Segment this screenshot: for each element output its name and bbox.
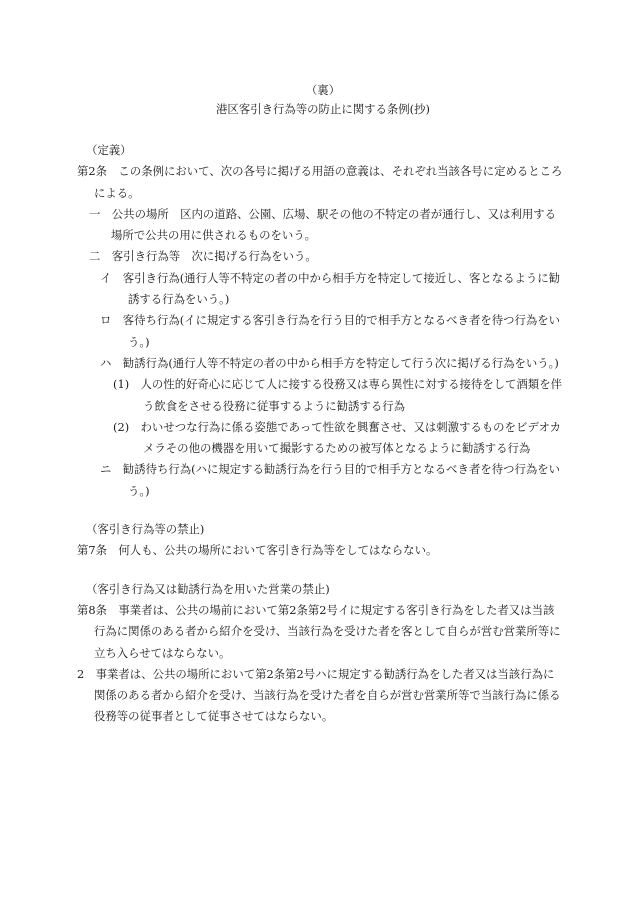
article-7: 第7条 何人も、公共の場所において客引き行為等をしてはならない。: [77, 543, 438, 558]
subitem-i-touting: イ 客引き行為(通行人等不特定の者の中から相手方を特定して接近し、客となるように勧誘する行為をいう。): [100, 270, 561, 307]
item-2-solicitation: 二 客引き行為等 次に掲げる行為をいう。: [89, 249, 317, 264]
spacer: [77, 562, 563, 579]
subitem-ha-2: (2) わいせつな行為に係る姿態であって性欲を興奮させ、又は刺激するものをビデオカメラその他の機器を用いて撮影するための被写体となるように勧誘する行為: [113, 419, 561, 456]
caption-business-prohibition: （客引き行為又は勧誘行為を用いた営業の禁止): [86, 581, 330, 596]
subitem-ha-recruiting: ハ 勧誘行為(通行人等不特定の者の中から相手方を特定して行う次に掲げる行為をいう。): [100, 355, 559, 370]
subitem-ni-recruit-waiting: ニ 勧誘待ち行為(ハに規定する勧誘行為を行う目的で相手方となるべき者を待つ行為をいう。): [100, 462, 561, 498]
section-business-prohibition: [77, 579, 563, 728]
article-2: 第2条 この条例において、次の各号に掲げる用語の意義は、それぞれ当該各号に定めるところによる。: [77, 164, 563, 200]
caption-definitions: （定義）: [86, 143, 132, 157]
section-prohibition: [77, 519, 563, 562]
subitem-ro-waiting: ロ 客待ち行為(イに規定する客引き行為を行う目的で相手方となるべき者を待つ行為をいう。): [100, 313, 561, 349]
subitem-ha-1: (1) 人の性的好奇心に応じて人に接する役務又は専ら異性に対する接待をして酒類を伴う飲食をさせる役務に従事するように勧誘する行為: [113, 377, 562, 413]
ordinance-excerpt: [77, 140, 563, 728]
section-definitions: [77, 140, 563, 502]
article-8: 第8条 事業者は、公共の場前において第2条第2号イに規定する客引き行為をした者又は当該行為に関係のある者から紹介を受け、当該行為を受けた者を客として自らが営む営業所等に立ち入らせてはならない。: [77, 602, 561, 660]
caption-prohibition: （客引き行為等の禁止): [86, 522, 205, 537]
page-title: 港区客引き行為等の防止に関する条例(抄): [216, 102, 430, 116]
item-1-public-place: 一 公共の場所 区内の道路、公園、広場、駅その他の不特定の者が通行し、又は利用する場所で公共の用に供されるものをいう。: [89, 206, 557, 243]
article-8-paragraph-2: 2 事業者は、公共の場所において第2条第2号ハに規定する勧誘行為をした者又は当該行為に関係のある者から紹介を受け、当該行為を受けた者を自らが営む営業所等で当該行為に係る役務等の従事者として従事させてはならない。: [77, 666, 561, 724]
back-side-label: （裏）: [305, 83, 341, 97]
spacer: [77, 502, 563, 519]
